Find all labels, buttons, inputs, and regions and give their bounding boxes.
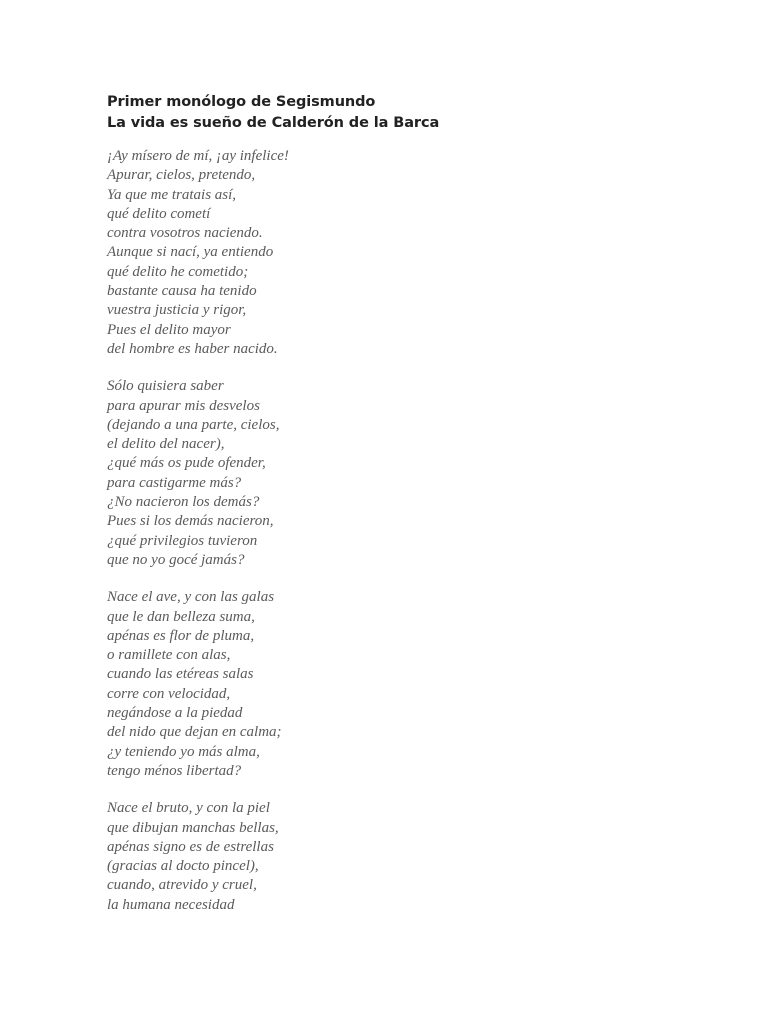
- verse-line: del nido que dejan en calma;: [107, 724, 282, 741]
- stanza-2: [107, 377, 707, 570]
- verse-line: que le dan belleza suma,: [107, 608, 255, 625]
- stanza-1: [107, 147, 707, 359]
- verse-line: para apurar mis desvelos: [107, 397, 260, 414]
- verse-line: cuando, atrevido y cruel,: [107, 877, 257, 894]
- verse-line: bastante causa ha tenido: [107, 283, 257, 300]
- verse-line: ¡Ay mísero de mí, ¡ay infelice!: [107, 148, 289, 164]
- verse-line: Aunque si nací, ya entiendo: [107, 244, 274, 261]
- verse-line: que no yo gocé jamás?: [107, 551, 245, 568]
- verse-line: qué delito he cometido;: [107, 263, 249, 280]
- verse-line: Pues el delito mayor: [107, 321, 231, 338]
- verse-line: contra vosotros naciendo.: [107, 225, 263, 242]
- verse-line: del hombre es haber nacido.: [107, 340, 278, 357]
- document-title: [107, 92, 707, 134]
- stanza-4: [107, 799, 707, 915]
- verse-line: ¿qué privilegios tuvieron: [107, 532, 258, 549]
- verse-line: corre con velocidad,: [107, 685, 231, 702]
- verse-line: apénas es flor de pluma,: [107, 627, 255, 644]
- verse-line: Apurar, cielos, pretendo,: [107, 167, 256, 184]
- stanza-3: [107, 588, 707, 781]
- verse-line: (gracias al docto pincel),: [107, 858, 259, 875]
- verse-line: Sólo quisiera saber: [107, 378, 224, 395]
- verse-line: ¿y teniendo yo más alma,: [107, 743, 260, 760]
- verse-line: ¿No nacieron los demás?: [107, 494, 260, 511]
- verse-line: apénas signo es de estrellas: [107, 838, 274, 855]
- title-line-1: Primer monólogo de Segismundo: [107, 94, 376, 110]
- poem-content: [107, 92, 707, 933]
- verse-line: cuando las etéreas salas: [107, 666, 254, 683]
- verse-line: que dibujan manchas bellas,: [107, 819, 279, 836]
- verse-line: qué delito cometí: [107, 205, 211, 222]
- verse-line: Nace el ave, y con las galas: [107, 589, 275, 606]
- verse-line: Nace el bruto, y con la piel: [107, 800, 270, 817]
- verse-line: negándose a la piedad: [107, 705, 243, 722]
- verse-line: ¿qué más os pude ofender,: [107, 455, 266, 472]
- title-line-2: La vida es sueño de Calderón de la Barca: [107, 115, 440, 131]
- verse-line: vuestra justicia y rigor,: [107, 302, 247, 319]
- verse-line: Pues si los demás nacieron,: [107, 513, 274, 530]
- verse-line: Ya que me tratais así,: [107, 186, 237, 203]
- verse-line: la humana necesidad: [107, 896, 235, 913]
- verse-line: (dejando a una parte, cielos,: [107, 416, 280, 433]
- verse-line: tengo ménos libertad?: [107, 762, 242, 779]
- verse-line: o ramillete con alas,: [107, 647, 231, 664]
- verse-line: el delito del nacer),: [107, 436, 225, 453]
- verse-line: para castigarme más?: [107, 474, 242, 491]
